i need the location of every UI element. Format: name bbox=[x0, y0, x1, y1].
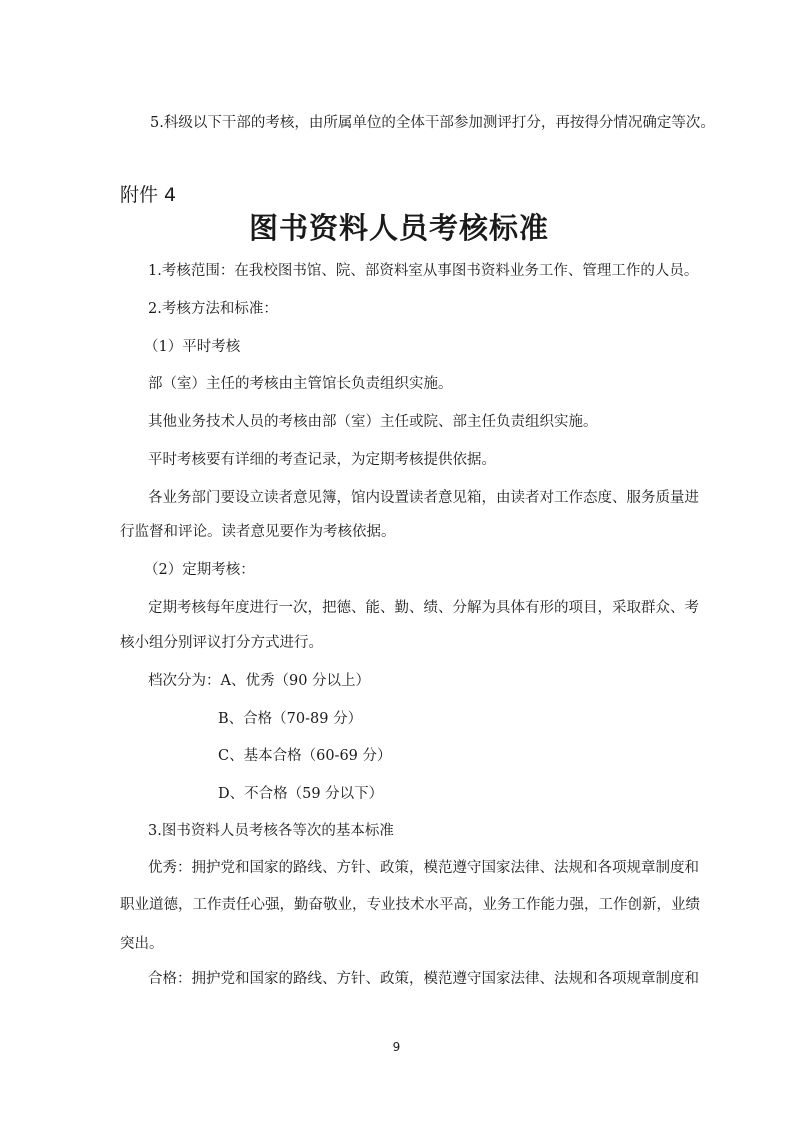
numbered-paragraph: 5.科级以下干部的考核，由所属单位的全体干部参加测评打分，再按得分情况确定等次。 bbox=[150, 115, 715, 131]
paragraph-line: 突出。 bbox=[120, 936, 164, 952]
paragraph-line: 职业道德，工作责任心强，勤奋敬业，专业技术水平高，业务工作能力强，工作创新，业绩 bbox=[120, 897, 700, 913]
document-title: 图书资料人员考核标准 bbox=[248, 211, 549, 245]
paragraph-line: 部（室）主任的考核由主管馆长负责组织实施。 bbox=[148, 376, 453, 392]
subsection-heading: （2）定期考核： bbox=[144, 562, 255, 578]
attachment-label: 附件 4 bbox=[120, 184, 177, 206]
paragraph-line: 1.考核范围：在我校图书馆、院、部资料室从事图书资料业务工作、管理工作的人员。 bbox=[148, 263, 699, 279]
grade-item-d: D、不合格（59 分以下） bbox=[218, 786, 384, 802]
page-number: 9 bbox=[392, 1040, 401, 1054]
paragraph-line: 定期考核每年度进行一次，把德、能、勤、绩、分解为具体有形的项目，采取群众、考 bbox=[148, 600, 699, 616]
paragraph-line: 行监督和评论。读者意见要作为考核依据。 bbox=[120, 524, 396, 540]
grade-item-a: 档次分为：A、优秀（90 分以上） bbox=[148, 673, 371, 689]
section-heading: 2.考核方法和标准： bbox=[148, 301, 278, 317]
subsection-heading: （1）平时考核 bbox=[144, 339, 241, 355]
paragraph-line: 其他业务技术人员的考核由部（室）主任或院、部主任负责组织实施。 bbox=[148, 414, 598, 430]
section-heading: 3.图书资料人员考核各等次的基本标准 bbox=[148, 823, 394, 839]
grade-item-b: B、合格（70-89 分） bbox=[218, 711, 363, 727]
paragraph-line: 合格：拥护党和国家的路线、方针、政策，模范遵守国家法律、法规和各项规章制度和 bbox=[148, 971, 699, 987]
paragraph-line: 优秀：拥护党和国家的路线、方针、政策，模范遵守国家法律、法规和各项规章制度和 bbox=[148, 860, 699, 876]
paragraph-line: 平时考核要有详细的考查记录，为定期考核提供依据。 bbox=[148, 452, 496, 468]
paragraph-line: 各业务部门要设立读者意见簿，馆内设置读者意见箱，由读者对工作态度、服务质量进 bbox=[148, 490, 699, 506]
grade-item-c: C、基本合格（60-69 分） bbox=[218, 748, 392, 764]
paragraph-line: 核小组分别评议打分方式进行。 bbox=[120, 635, 323, 651]
